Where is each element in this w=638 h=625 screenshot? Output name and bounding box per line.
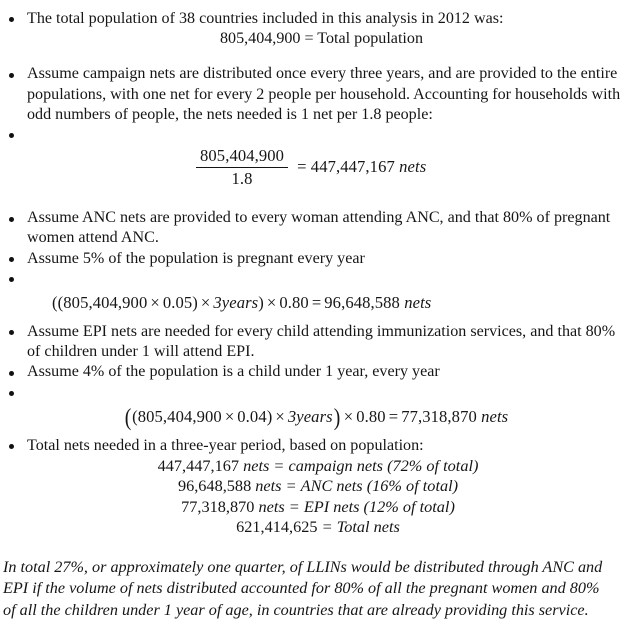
summary-share: (16% of total) — [366, 476, 459, 496]
epi-population: 805,404,900 — [137, 406, 222, 426]
multiply-sign: × — [343, 406, 354, 426]
bullet-text-empty — [27, 269, 630, 289]
bullet-dot-icon — [9, 371, 14, 376]
summary-value: 621,414,625 — [236, 517, 318, 537]
equals-sign: = — [388, 406, 399, 426]
bullet-dot-icon — [9, 391, 14, 396]
bullet-dot-icon — [9, 330, 14, 335]
epi-result: 77,318,870 — [401, 406, 477, 426]
anc-rate: 0.05 — [162, 293, 193, 313]
summary-share: (12% of total) — [363, 496, 455, 516]
bullet-item-child-rate — [0, 362, 638, 382]
summary-value: 77,318,870 — [181, 496, 255, 516]
summary-share: (72% of total) — [387, 456, 479, 476]
summary-value: 447,447,167 — [157, 456, 239, 476]
fraction-result: 447,447,167 — [310, 156, 395, 176]
closing-line-1: In total 27%, or approximately one quarter, of LLINs would be distributed through ANC and — [3, 557, 603, 576]
epi-rate: 0.04 — [237, 406, 267, 426]
bullet-item-empty-campaign-equation — [0, 125, 638, 145]
bullet-dot-icon — [9, 17, 14, 22]
bullet-text-empty — [27, 125, 630, 145]
anc-coverage: 0.80 — [279, 293, 309, 313]
bullet-item-total-population — [0, 9, 638, 49]
bullet-text-pregnancy-rate: Assume 5% of the population is pregnant every year — [27, 249, 365, 267]
epi-unit: nets — [481, 406, 509, 426]
paren-close-outer: ) — [258, 293, 264, 313]
anc-population: 805,404,900 — [63, 293, 148, 313]
bullet-dot-icon — [9, 217, 14, 222]
bullet-item-empty-epi-equation — [0, 383, 638, 403]
summary-line-anc — [0, 476, 638, 496]
spacer-3 — [0, 199, 638, 208]
paren-close-inner: ) — [192, 293, 198, 313]
bullet-text-total-summary: Total nets needed in a three-year period, based on population: — [27, 436, 424, 454]
bullet-text-empty — [27, 383, 630, 403]
bullet-item-total-summary — [0, 436, 638, 456]
equals-sign: = — [273, 456, 285, 476]
multiply-sign: × — [275, 406, 285, 426]
spacer-1 — [0, 49, 638, 64]
anc-unit: nets — [404, 293, 432, 313]
closing-paragraph — [0, 557, 638, 622]
bullet-text-total-population: The total population of 38 countries included in this analysis in 2012 was: — [27, 10, 504, 27]
bullet-dot-icon — [9, 257, 14, 262]
closing-line-2: EPI if the volume of nets distributed accounted for 80% of all the pregnant women and 80% — [3, 579, 600, 598]
summary-unit: nets — [258, 496, 285, 516]
equals-sign: = — [288, 496, 300, 516]
bullet-text-epi-assumption: Assume EPI nets are needed for every child attending immunization services, and that 80% of children under 1 will attend EPI. — [27, 323, 616, 361]
fraction-numerator: 805,404,900 — [200, 146, 285, 166]
anc-years-word: years — [221, 293, 259, 313]
summary-label: ANC nets — [300, 476, 363, 496]
fraction-campaign — [196, 147, 288, 187]
bullet-dot-icon — [9, 73, 14, 78]
bullet-text-campaign-assumption: Assume campaign nets are distributed once every three years, and are provided to the entire populations, with one net for every 2 people per household. Accounting for households with odd numbers of people, the nets needed is 1 net per 1.8 people: — [27, 65, 621, 123]
equals-sign: = — [285, 476, 297, 496]
bullet-dot-icon — [9, 444, 14, 449]
summary-line-campaign — [0, 456, 638, 476]
equals-sign: = — [321, 517, 333, 537]
paren-open-inner: ( — [132, 406, 138, 426]
summary-label: Total nets — [336, 517, 400, 537]
summary-label: campaign nets — [288, 456, 383, 476]
equation-epi-nets: ((805,404,900 × 0.04) × 3years) × 0.80 = 77,318,870 nets — [124, 404, 509, 431]
bullet-text-child-rate: Assume 4% of the population is a child under 1 year, every year — [27, 363, 440, 381]
equation-total-population: 805,404,900 = Total population — [219, 30, 423, 48]
equation-anc-nets — [0, 293, 638, 313]
spacer-top — [0, 0, 638, 4]
bullet-text-anc-assumption: Assume ANC nets are provided to every woman attending ANC, and that 80% of pregnant women attend ANC. — [27, 209, 611, 247]
bullet-item-epi-assumption — [0, 322, 638, 362]
summary-line-total — [0, 517, 638, 537]
multiply-sign: × — [224, 406, 235, 426]
fraction-denominator: 1.8 — [231, 168, 253, 188]
paren-open-outer: ( — [52, 293, 58, 313]
spacer-8 — [0, 538, 638, 553]
summary-label: EPI nets — [303, 496, 360, 516]
spacer-7 — [0, 427, 638, 436]
bullet-dot-icon — [9, 133, 14, 138]
equation-campaign-nets — [0, 147, 638, 199]
bullet-item-campaign-assumption — [0, 64, 638, 125]
anc-years-number: 3 — [213, 293, 222, 313]
paren-open-inner: ( — [57, 293, 64, 313]
closing-line-3: of all the children under 1 year of age, in countries that are already providing this service. — [3, 600, 589, 619]
summary-unit: nets — [243, 456, 270, 476]
multiply-sign: × — [150, 293, 160, 313]
summary-value: 96,648,588 — [177, 476, 252, 496]
paren-close-inner: ) — [266, 406, 273, 426]
summary-line-epi — [0, 497, 638, 517]
bullet-dot-icon — [9, 277, 14, 282]
equals-sign: = — [311, 293, 322, 313]
bullet-item-pregnancy-rate — [0, 249, 638, 269]
bullet-item-anc-assumption — [0, 208, 638, 248]
anc-result: 96,648,588 — [324, 293, 400, 313]
epi-years-number: 3 — [287, 406, 297, 426]
fraction-result-group — [288, 157, 426, 178]
summary-unit: nets — [255, 476, 282, 496]
multiply-sign: × — [266, 293, 277, 313]
equals-sign: = — [297, 156, 307, 176]
fraction-bar — [196, 167, 288, 168]
spacer-5 — [0, 313, 638, 322]
multiply-sign: × — [200, 293, 211, 313]
fraction-unit: nets — [399, 156, 427, 176]
epi-coverage: 0.80 — [356, 406, 386, 426]
bullet-item-empty-anc-equation — [0, 269, 638, 289]
epi-years-word: years — [296, 406, 333, 426]
